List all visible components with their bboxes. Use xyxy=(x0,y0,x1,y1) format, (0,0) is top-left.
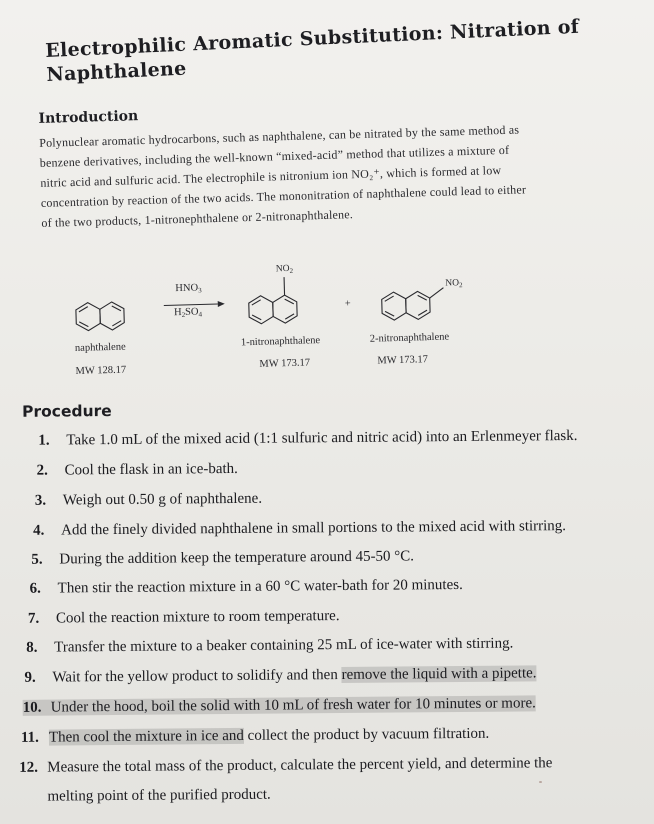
procedure-step: 2. Cool the flask in an ice-bath. xyxy=(36,460,238,479)
page-title-line-1: Electrophilic Aromatic Substitution: Nitration of xyxy=(44,15,580,62)
reagent-hno3: $HNO_3$ xyxy=(175,282,202,295)
procedure-step: 12. Measure the total mass of the product, calculate the percent yield, and determine the xyxy=(19,755,553,776)
product-2-mw: MW 173.17 xyxy=(377,354,429,367)
intro-line: nitric acid and sulfuric acid. The electrophile is nitronium ion NO₂⁺, which is formed at low xyxy=(40,163,502,190)
procedure-step: 1. Take 1.0 mL of the mixed acid (1:1 sulfuric and nitric acid) into an Erlenmeyer flask. xyxy=(38,427,578,449)
naphthalene-mw: MW 128.17 xyxy=(75,364,127,377)
naphthalene-structure xyxy=(76,302,125,331)
nitro-group-label-1: $NO_2$ xyxy=(275,263,294,275)
product-1-name: 1-nitronaphthalene xyxy=(240,335,321,349)
procedure-step: 11. Then cool the mixture in ice and collect the product by vacuum filtration. xyxy=(20,725,490,746)
procedure-step: 9. Wait for the yellow product to solidify and then remove the liquid with a pipette. xyxy=(24,665,537,686)
product-1-mw: MW 173.17 xyxy=(259,357,311,370)
intro-line: Polynuclear aromatic hydrocarbons, such as naphthalene, can be nitrated by the same method as xyxy=(39,122,520,150)
procedure-step: 8. Transfer the mixture to a beaker containing 25 mL of ice-water with stirring. xyxy=(26,635,514,656)
reagent-h2so4: $H_2SO_4$ xyxy=(173,306,203,320)
procedure-step: 6. Then stir the reaction mixture in a 60 °C water-bath for 20 minutes. xyxy=(29,576,463,597)
procedure-step: 7. Cool the reaction mixture to room temperature. xyxy=(27,608,340,627)
introduction-section xyxy=(0,82,654,400)
procedure-step-continuation: melting point of the purified product. xyxy=(47,786,271,805)
intro-line: benzene derivatives, including the well-known “mixed-acid” method that utilizes a mixture of xyxy=(39,142,510,170)
procedure-heading: Procedure xyxy=(22,402,112,421)
intro-line: concentration by reaction of the two acids. The mononitration of naphthalene could lead to either xyxy=(40,182,527,210)
procedure-step: 4. Add the finely divided naphthalene in small portions to the mixed acid with stirring. xyxy=(33,518,567,539)
page-title-line-2: Naphthalene xyxy=(45,57,187,86)
naphthalene-name: naphthalene xyxy=(74,341,126,355)
intro-line: of the two products, 1-nitronephthalene or 2-nitronaphthalene. xyxy=(41,207,354,230)
procedure-section xyxy=(0,394,654,824)
nitro-group-label-2: $NO_2$ xyxy=(445,278,463,290)
highlighted-text: Under the hood, boil the solid with 10 mL of fresh water for 10 minutes or more. xyxy=(50,695,536,716)
product-2-name: 2-nitronaphthalene xyxy=(369,331,450,345)
nitronaphthalene-1-structure xyxy=(248,277,297,324)
procedure-step: 10. Under the hood, boil the solid with 10 mL of fresh water for 10 minutes or more. xyxy=(22,695,536,716)
procedure-step: 3. Weigh out 0.50 g of naphthalene. xyxy=(34,490,263,509)
procedure-step: 5. During the addition keep the temperature around 45-50 °C. xyxy=(31,548,415,568)
highlighted-text: Then cool the mixture in ice and xyxy=(48,727,244,746)
nitronaphthalene-2-structure xyxy=(381,288,444,321)
introduction-heading: Introduction xyxy=(38,108,139,127)
plus-sign: + xyxy=(344,298,351,310)
highlighted-text: remove the liquid with a pipette. xyxy=(341,665,537,684)
paper-mark xyxy=(539,781,542,783)
